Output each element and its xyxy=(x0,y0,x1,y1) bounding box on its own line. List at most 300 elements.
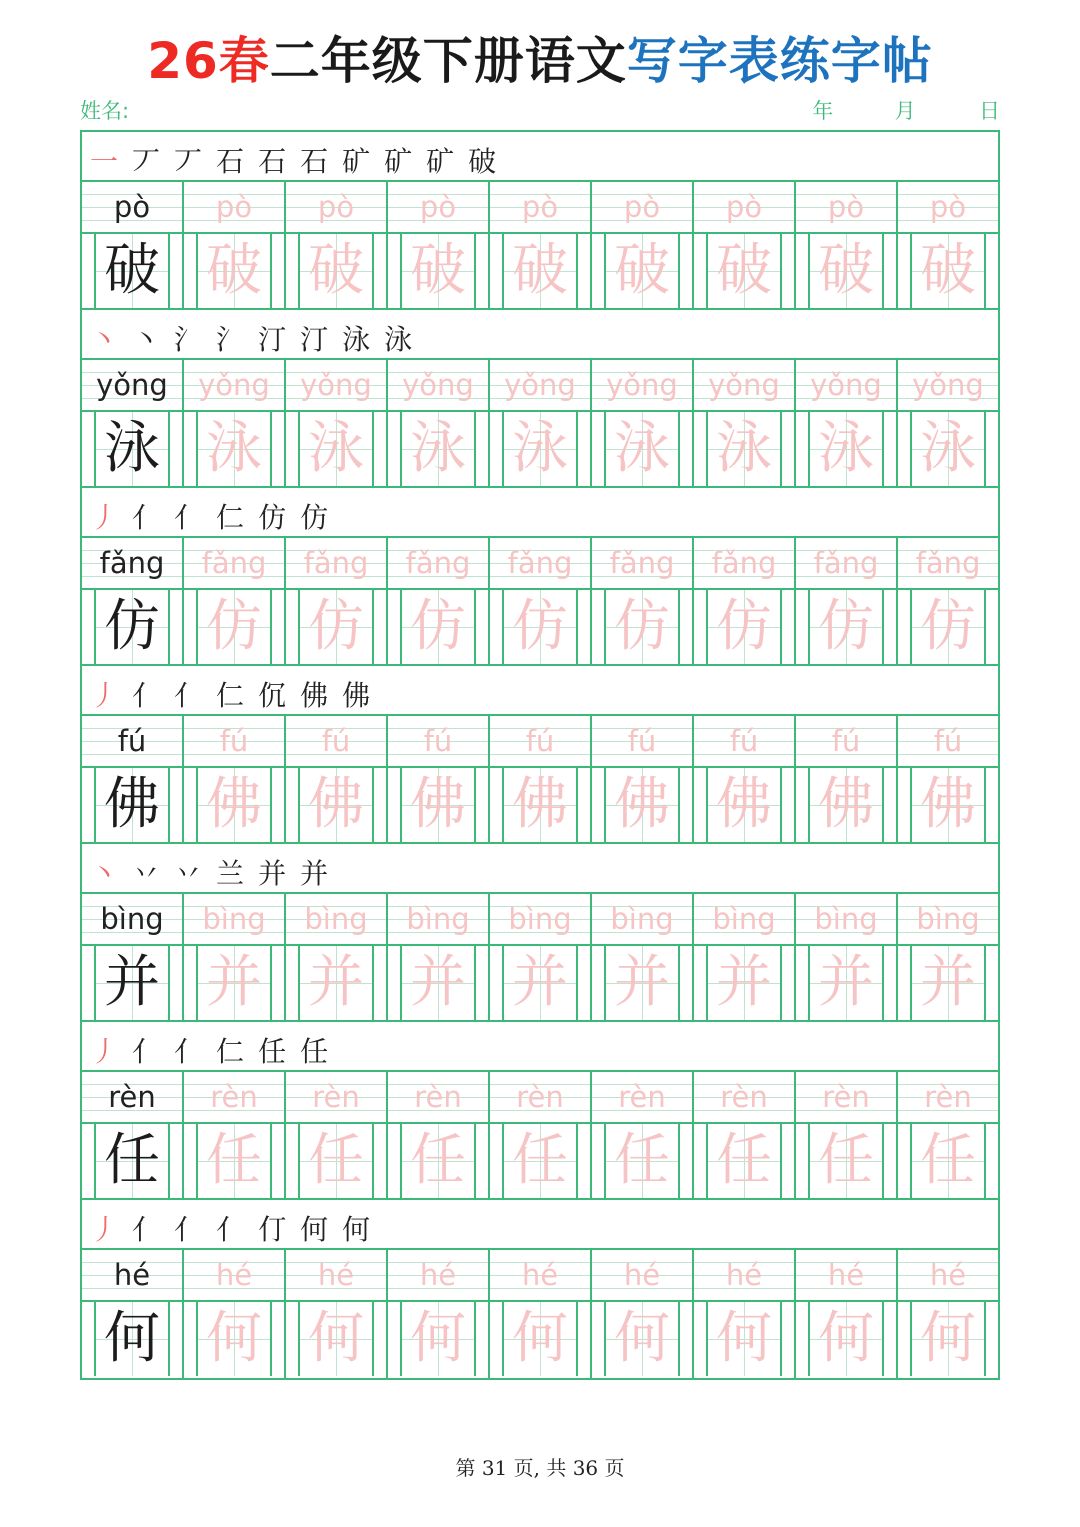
character-model: 并 xyxy=(104,950,160,1015)
pinyin-trace: hé xyxy=(623,1258,661,1292)
pinyin-trace: rèn xyxy=(312,1080,360,1114)
character-trace-cell[interactable] xyxy=(184,590,286,664)
pinyin-model-cell[interactable] xyxy=(82,360,184,410)
character-trace-cell[interactable] xyxy=(184,946,286,1020)
stroke-sequence xyxy=(90,1208,384,1248)
character-trace: 何 xyxy=(614,1306,670,1371)
character-trace-cell[interactable] xyxy=(898,946,998,1020)
character-model-cell[interactable] xyxy=(82,412,184,486)
title-grade-term: 26春 xyxy=(147,32,270,90)
character-trace-cell[interactable] xyxy=(592,234,694,308)
stroke-step: 仁 xyxy=(216,1035,249,1068)
character-trace: 佛 xyxy=(818,772,874,837)
character-trace-cell[interactable] xyxy=(694,946,796,1020)
character-trace-cell[interactable] xyxy=(898,234,998,308)
character-trace-cell[interactable] xyxy=(490,412,592,486)
character-trace-cell[interactable] xyxy=(592,768,694,842)
character-trace-cell[interactable] xyxy=(388,412,490,486)
character-trace: 仿 xyxy=(920,594,976,659)
character-model: 仿 xyxy=(104,594,160,659)
character-trace: 任 xyxy=(206,1128,262,1193)
character-trace: 泳 xyxy=(614,416,670,481)
pinyin-trace: fǎng xyxy=(201,546,267,580)
character-model-cell[interactable] xyxy=(82,234,184,308)
pinyin-trace: fǎng xyxy=(609,546,675,580)
pinyin-trace: fú xyxy=(933,724,963,758)
character-trace-cell[interactable] xyxy=(592,590,694,664)
pinyin-trace-cell[interactable] xyxy=(898,1072,998,1122)
character-row xyxy=(82,768,998,844)
pinyin-trace-cell[interactable] xyxy=(490,894,592,944)
character-trace: 破 xyxy=(308,238,364,303)
stroke-step: 丶 xyxy=(90,323,123,356)
stroke-step: 何 xyxy=(342,1213,375,1246)
pinyin-trace-cell[interactable] xyxy=(694,716,796,766)
character-trace-cell[interactable] xyxy=(898,1302,998,1378)
stroke-step: 仁 xyxy=(216,679,249,712)
pinyin-trace-cell[interactable] xyxy=(592,716,694,766)
character-trace: 破 xyxy=(818,238,874,303)
character-trace-cell[interactable] xyxy=(898,1124,998,1198)
character-trace: 仿 xyxy=(206,594,262,659)
stroke-step: 亻 xyxy=(132,1035,165,1068)
pinyin-trace: fǎng xyxy=(507,546,573,580)
pinyin-trace: pò xyxy=(521,190,559,224)
character-trace-cell[interactable] xyxy=(796,234,898,308)
pinyin-trace-cell[interactable] xyxy=(490,538,592,588)
pinyin-trace-cell[interactable] xyxy=(796,182,898,232)
stroke-step: 氵 xyxy=(174,323,207,356)
stroke-sequence xyxy=(90,1030,342,1070)
pinyin-model-cell[interactable] xyxy=(82,182,184,232)
stroke-step: 泳 xyxy=(342,323,375,356)
pinyin-row xyxy=(82,182,998,234)
character-row xyxy=(82,1124,998,1200)
stroke-step: 并 xyxy=(258,857,291,890)
pinyin-trace-cell[interactable] xyxy=(694,1072,796,1122)
pinyin-trace: fǎng xyxy=(405,546,471,580)
pinyin-trace-cell[interactable] xyxy=(490,1072,592,1122)
character-trace: 任 xyxy=(512,1128,568,1193)
character-trace: 并 xyxy=(410,950,466,1015)
stroke-step: 何 xyxy=(300,1213,333,1246)
pinyin-trace: yǒng xyxy=(198,368,270,402)
pinyin-trace-cell[interactable] xyxy=(898,360,998,410)
pinyin-trace: fǎng xyxy=(303,546,369,580)
pinyin-trace: bìng xyxy=(814,902,878,936)
pinyin-trace-cell[interactable] xyxy=(388,894,490,944)
character-trace-cell[interactable] xyxy=(286,234,388,308)
character-trace-cell[interactable] xyxy=(796,1124,898,1198)
character-model-cell[interactable] xyxy=(82,1302,184,1378)
practice-sheet xyxy=(80,130,1000,1380)
pinyin-trace: bìng xyxy=(202,902,266,936)
character-model-cell[interactable] xyxy=(82,768,184,842)
stroke-step: 亻 xyxy=(132,679,165,712)
stroke-sequence xyxy=(90,674,384,714)
character-trace: 泳 xyxy=(920,416,976,481)
pinyin-trace-cell[interactable] xyxy=(796,360,898,410)
pinyin-trace: bìng xyxy=(916,902,980,936)
pinyin-trace: pò xyxy=(419,190,457,224)
character-trace-cell[interactable] xyxy=(286,946,388,1020)
pinyin-trace-cell[interactable] xyxy=(694,1250,796,1300)
pinyin-trace: fǎng xyxy=(813,546,879,580)
character-trace-cell[interactable] xyxy=(592,1124,694,1198)
character-trace-cell[interactable] xyxy=(388,946,490,1020)
pinyin-trace-cell[interactable] xyxy=(490,1250,592,1300)
pinyin-trace: fú xyxy=(627,724,657,758)
character-trace-cell[interactable] xyxy=(184,1302,286,1378)
character-trace: 泳 xyxy=(410,416,466,481)
stroke-order-row xyxy=(82,1200,998,1250)
character-trace: 何 xyxy=(512,1306,568,1371)
pinyin-trace-cell[interactable] xyxy=(286,538,388,588)
practice-group xyxy=(82,132,998,310)
pinyin-trace: yǒng xyxy=(810,368,882,402)
stroke-order-row xyxy=(82,132,998,182)
stroke-sequence xyxy=(90,852,342,892)
stroke-step: 丷 xyxy=(132,857,165,890)
page-title xyxy=(0,26,1080,96)
pinyin-model-cell[interactable] xyxy=(82,538,184,588)
character-trace-cell[interactable] xyxy=(796,946,898,1020)
pinyin-trace-cell[interactable] xyxy=(796,894,898,944)
pinyin-row xyxy=(82,894,998,946)
stroke-step: 仁 xyxy=(216,501,249,534)
pinyin-trace-cell[interactable] xyxy=(592,1250,694,1300)
character-trace-cell[interactable] xyxy=(388,768,490,842)
character-trace: 泳 xyxy=(716,416,772,481)
pinyin-trace-cell[interactable] xyxy=(286,1072,388,1122)
character-trace: 破 xyxy=(410,238,466,303)
character-trace: 泳 xyxy=(308,416,364,481)
pinyin-trace: bìng xyxy=(508,902,572,936)
stroke-step: 丿 xyxy=(90,501,123,534)
practice-group xyxy=(82,488,998,666)
character-trace: 佛 xyxy=(512,772,568,837)
character-trace: 破 xyxy=(614,238,670,303)
day-label: 日 xyxy=(979,99,1000,123)
character-trace-cell[interactable] xyxy=(694,412,796,486)
pinyin-trace-cell[interactable] xyxy=(694,538,796,588)
stroke-step: 矿 xyxy=(426,145,459,178)
pinyin-trace: pò xyxy=(623,190,661,224)
stroke-step: 氵 xyxy=(216,323,249,356)
character-trace: 仿 xyxy=(716,594,772,659)
stroke-step: 矿 xyxy=(342,145,375,178)
pinyin-trace: bìng xyxy=(610,902,674,936)
character-trace: 破 xyxy=(716,238,772,303)
character-trace-cell[interactable] xyxy=(490,946,592,1020)
pinyin-trace: fú xyxy=(525,724,555,758)
date-labels xyxy=(812,98,1000,124)
character-trace: 泳 xyxy=(512,416,568,481)
character-trace: 佛 xyxy=(920,772,976,837)
pinyin-trace-cell[interactable] xyxy=(694,360,796,410)
pinyin-trace-cell[interactable] xyxy=(898,182,998,232)
pinyin-model: fú xyxy=(117,724,147,758)
pinyin-trace-cell[interactable] xyxy=(694,894,796,944)
character-model-cell[interactable] xyxy=(82,1124,184,1198)
character-trace: 任 xyxy=(614,1128,670,1193)
character-trace-cell[interactable] xyxy=(592,1302,694,1378)
pinyin-trace: fǎng xyxy=(915,546,981,580)
pinyin-trace-cell[interactable] xyxy=(184,360,286,410)
pinyin-trace: hé xyxy=(317,1258,355,1292)
pinyin-model: rèn xyxy=(108,1080,156,1114)
stroke-step: 任 xyxy=(300,1035,333,1068)
pinyin-trace-cell[interactable] xyxy=(694,182,796,232)
pinyin-trace: hé xyxy=(419,1258,457,1292)
character-trace-cell[interactable] xyxy=(694,1124,796,1198)
pinyin-trace-cell[interactable] xyxy=(490,360,592,410)
pinyin-model: bìng xyxy=(100,902,164,936)
pinyin-model-cell[interactable] xyxy=(82,1250,184,1300)
pinyin-trace-cell[interactable] xyxy=(490,182,592,232)
character-trace: 佛 xyxy=(716,772,772,837)
practice-group xyxy=(82,1022,998,1200)
character-trace-cell[interactable] xyxy=(898,768,998,842)
stroke-step: 兰 xyxy=(216,857,249,890)
pinyin-trace: bìng xyxy=(712,902,776,936)
pinyin-trace-cell[interactable] xyxy=(592,538,694,588)
pinyin-row xyxy=(82,716,998,768)
stroke-order-row xyxy=(82,488,998,538)
pinyin-trace-cell[interactable] xyxy=(796,1250,898,1300)
pinyin-trace-cell[interactable] xyxy=(388,182,490,232)
pinyin-trace-cell[interactable] xyxy=(184,894,286,944)
pinyin-trace: pò xyxy=(317,190,355,224)
character-trace-cell[interactable] xyxy=(796,412,898,486)
pinyin-trace: fǎng xyxy=(711,546,777,580)
pinyin-trace-cell[interactable] xyxy=(592,360,694,410)
page-number: 第 31 页, 共 36 页 xyxy=(455,1456,625,1480)
practice-group xyxy=(82,310,998,488)
pinyin-trace: fú xyxy=(729,724,759,758)
stroke-step: 伔 xyxy=(258,679,291,712)
character-trace-cell[interactable] xyxy=(184,234,286,308)
stroke-step: 丶 xyxy=(132,323,165,356)
pinyin-trace: fú xyxy=(831,724,861,758)
stroke-step: 仿 xyxy=(258,501,291,534)
stroke-step: 亻 xyxy=(174,679,207,712)
character-trace-cell[interactable] xyxy=(184,1124,286,1198)
stroke-step: 泳 xyxy=(384,323,417,356)
pinyin-trace-cell[interactable] xyxy=(388,716,490,766)
character-trace-cell[interactable] xyxy=(490,768,592,842)
pinyin-trace-cell[interactable] xyxy=(388,1250,490,1300)
pinyin-model: hé xyxy=(113,1258,151,1292)
character-model: 何 xyxy=(104,1306,160,1371)
character-trace-cell[interactable] xyxy=(388,1124,490,1198)
pinyin-row xyxy=(82,538,998,590)
character-trace: 任 xyxy=(920,1128,976,1193)
pinyin-row xyxy=(82,360,998,412)
pinyin-trace: fú xyxy=(219,724,249,758)
stroke-step: 丆 xyxy=(132,145,165,178)
name-label: 姓名: xyxy=(80,99,130,123)
pinyin-trace-cell[interactable] xyxy=(286,360,388,410)
pinyin-row xyxy=(82,1072,998,1124)
pinyin-trace: rèn xyxy=(414,1080,462,1114)
pinyin-trace: yǒng xyxy=(504,368,576,402)
character-trace: 仿 xyxy=(818,594,874,659)
character-trace-cell[interactable] xyxy=(184,768,286,842)
pinyin-trace-cell[interactable] xyxy=(796,716,898,766)
pinyin-trace: rèn xyxy=(516,1080,564,1114)
character-trace-cell[interactable] xyxy=(490,234,592,308)
pinyin-trace-cell[interactable] xyxy=(592,1072,694,1122)
character-model-cell[interactable] xyxy=(82,946,184,1020)
pinyin-trace-cell[interactable] xyxy=(592,182,694,232)
character-trace: 佛 xyxy=(206,772,262,837)
character-trace-cell[interactable] xyxy=(898,412,998,486)
stroke-step: 亻 xyxy=(174,501,207,534)
character-trace: 任 xyxy=(410,1128,466,1193)
character-trace-cell[interactable] xyxy=(694,234,796,308)
stroke-step: 破 xyxy=(468,145,501,178)
pinyin-model-cell[interactable] xyxy=(82,716,184,766)
stroke-step: 石 xyxy=(216,145,249,178)
pinyin-trace-cell[interactable] xyxy=(796,1072,898,1122)
character-trace: 任 xyxy=(308,1128,364,1193)
stroke-step: 丷 xyxy=(174,857,207,890)
pinyin-trace-cell[interactable] xyxy=(898,894,998,944)
character-row xyxy=(82,590,998,666)
pinyin-model: pò xyxy=(113,190,151,224)
stroke-step: 亻 xyxy=(132,501,165,534)
stroke-step: 石 xyxy=(258,145,291,178)
pinyin-trace: bìng xyxy=(406,902,470,936)
character-trace-cell[interactable] xyxy=(796,590,898,664)
year-label: 年 xyxy=(812,99,834,123)
character-trace-cell[interactable] xyxy=(184,412,286,486)
pinyin-trace: pò xyxy=(929,190,967,224)
stroke-sequence xyxy=(90,496,342,536)
character-trace-cell[interactable] xyxy=(694,590,796,664)
character-row xyxy=(82,1302,998,1378)
pinyin-model: yǒng xyxy=(96,368,168,402)
pinyin-trace: rèn xyxy=(618,1080,666,1114)
pinyin-trace-cell[interactable] xyxy=(796,538,898,588)
pinyin-trace-cell[interactable] xyxy=(184,182,286,232)
stroke-step: 汀 xyxy=(300,323,333,356)
pinyin-trace-cell[interactable] xyxy=(286,716,388,766)
character-trace: 佛 xyxy=(410,772,466,837)
character-trace-cell[interactable] xyxy=(388,1302,490,1378)
practice-group xyxy=(82,1200,998,1378)
stroke-step: 佛 xyxy=(342,679,375,712)
character-row xyxy=(82,412,998,488)
pinyin-trace-cell[interactable] xyxy=(286,182,388,232)
pinyin-trace: pò xyxy=(215,190,253,224)
pinyin-trace-cell[interactable] xyxy=(592,894,694,944)
pinyin-model: fǎng xyxy=(99,546,165,580)
pinyin-trace: rèn xyxy=(210,1080,258,1114)
pinyin-trace: hé xyxy=(521,1258,559,1292)
character-trace: 何 xyxy=(818,1306,874,1371)
pinyin-trace-cell[interactable] xyxy=(286,1250,388,1300)
character-trace-cell[interactable] xyxy=(898,590,998,664)
character-trace-cell[interactable] xyxy=(286,1124,388,1198)
character-trace-cell[interactable] xyxy=(388,590,490,664)
pinyin-trace-cell[interactable] xyxy=(184,538,286,588)
character-trace-cell[interactable] xyxy=(490,1124,592,1198)
character-trace: 并 xyxy=(206,950,262,1015)
character-trace-cell[interactable] xyxy=(490,590,592,664)
character-trace: 并 xyxy=(614,950,670,1015)
pinyin-trace-cell[interactable] xyxy=(184,1250,286,1300)
pinyin-trace: hé xyxy=(827,1258,865,1292)
character-trace: 任 xyxy=(716,1128,772,1193)
character-row xyxy=(82,946,998,1022)
character-trace-cell[interactable] xyxy=(796,768,898,842)
stroke-sequence xyxy=(90,318,426,358)
pinyin-trace-cell[interactable] xyxy=(388,1072,490,1122)
stroke-step: 佛 xyxy=(300,679,333,712)
stroke-step: 并 xyxy=(300,857,333,890)
character-trace-cell[interactable] xyxy=(694,1302,796,1378)
character-trace-cell[interactable] xyxy=(592,946,694,1020)
character-trace-cell[interactable] xyxy=(592,412,694,486)
pinyin-trace-cell[interactable] xyxy=(388,360,490,410)
character-trace-cell[interactable] xyxy=(388,234,490,308)
character-trace-cell[interactable] xyxy=(286,412,388,486)
character-trace: 并 xyxy=(308,950,364,1015)
character-model: 佛 xyxy=(104,772,160,837)
character-trace-cell[interactable] xyxy=(286,590,388,664)
pinyin-trace: yǒng xyxy=(300,368,372,402)
pinyin-trace-cell[interactable] xyxy=(490,716,592,766)
character-trace: 佛 xyxy=(614,772,670,837)
stroke-step: 丿 xyxy=(90,1213,123,1246)
character-trace: 何 xyxy=(206,1306,262,1371)
character-row xyxy=(82,234,998,310)
stroke-order-row xyxy=(82,1022,998,1072)
character-trace: 仿 xyxy=(614,594,670,659)
character-trace-cell[interactable] xyxy=(694,768,796,842)
character-model-cell[interactable] xyxy=(82,590,184,664)
pinyin-trace: hé xyxy=(929,1258,967,1292)
stroke-step: 一 xyxy=(90,145,123,178)
pinyin-trace-cell[interactable] xyxy=(898,538,998,588)
pinyin-model-cell[interactable] xyxy=(82,894,184,944)
pinyin-trace: hé xyxy=(215,1258,253,1292)
stroke-step: 汀 xyxy=(258,323,291,356)
character-model: 破 xyxy=(104,238,160,303)
character-trace-cell[interactable] xyxy=(796,1302,898,1378)
stroke-step: 矿 xyxy=(384,145,417,178)
stroke-step: 亻 xyxy=(216,1213,249,1246)
month-label: 月 xyxy=(894,99,916,123)
pinyin-model-cell[interactable] xyxy=(82,1072,184,1122)
pinyin-trace-cell[interactable] xyxy=(898,716,998,766)
pinyin-trace-cell[interactable] xyxy=(184,1072,286,1122)
pinyin-trace-cell[interactable] xyxy=(286,894,388,944)
character-trace: 何 xyxy=(920,1306,976,1371)
stroke-step: 任 xyxy=(258,1035,291,1068)
character-trace-cell[interactable] xyxy=(286,768,388,842)
pinyin-trace-cell[interactable] xyxy=(388,538,490,588)
pinyin-trace-cell[interactable] xyxy=(184,716,286,766)
title-course: 二年级下册语文 xyxy=(269,32,627,90)
pinyin-trace-cell[interactable] xyxy=(898,1250,998,1300)
character-trace-cell[interactable] xyxy=(286,1302,388,1378)
pinyin-trace: hé xyxy=(725,1258,763,1292)
character-trace-cell[interactable] xyxy=(490,1302,592,1378)
character-trace: 仿 xyxy=(410,594,466,659)
